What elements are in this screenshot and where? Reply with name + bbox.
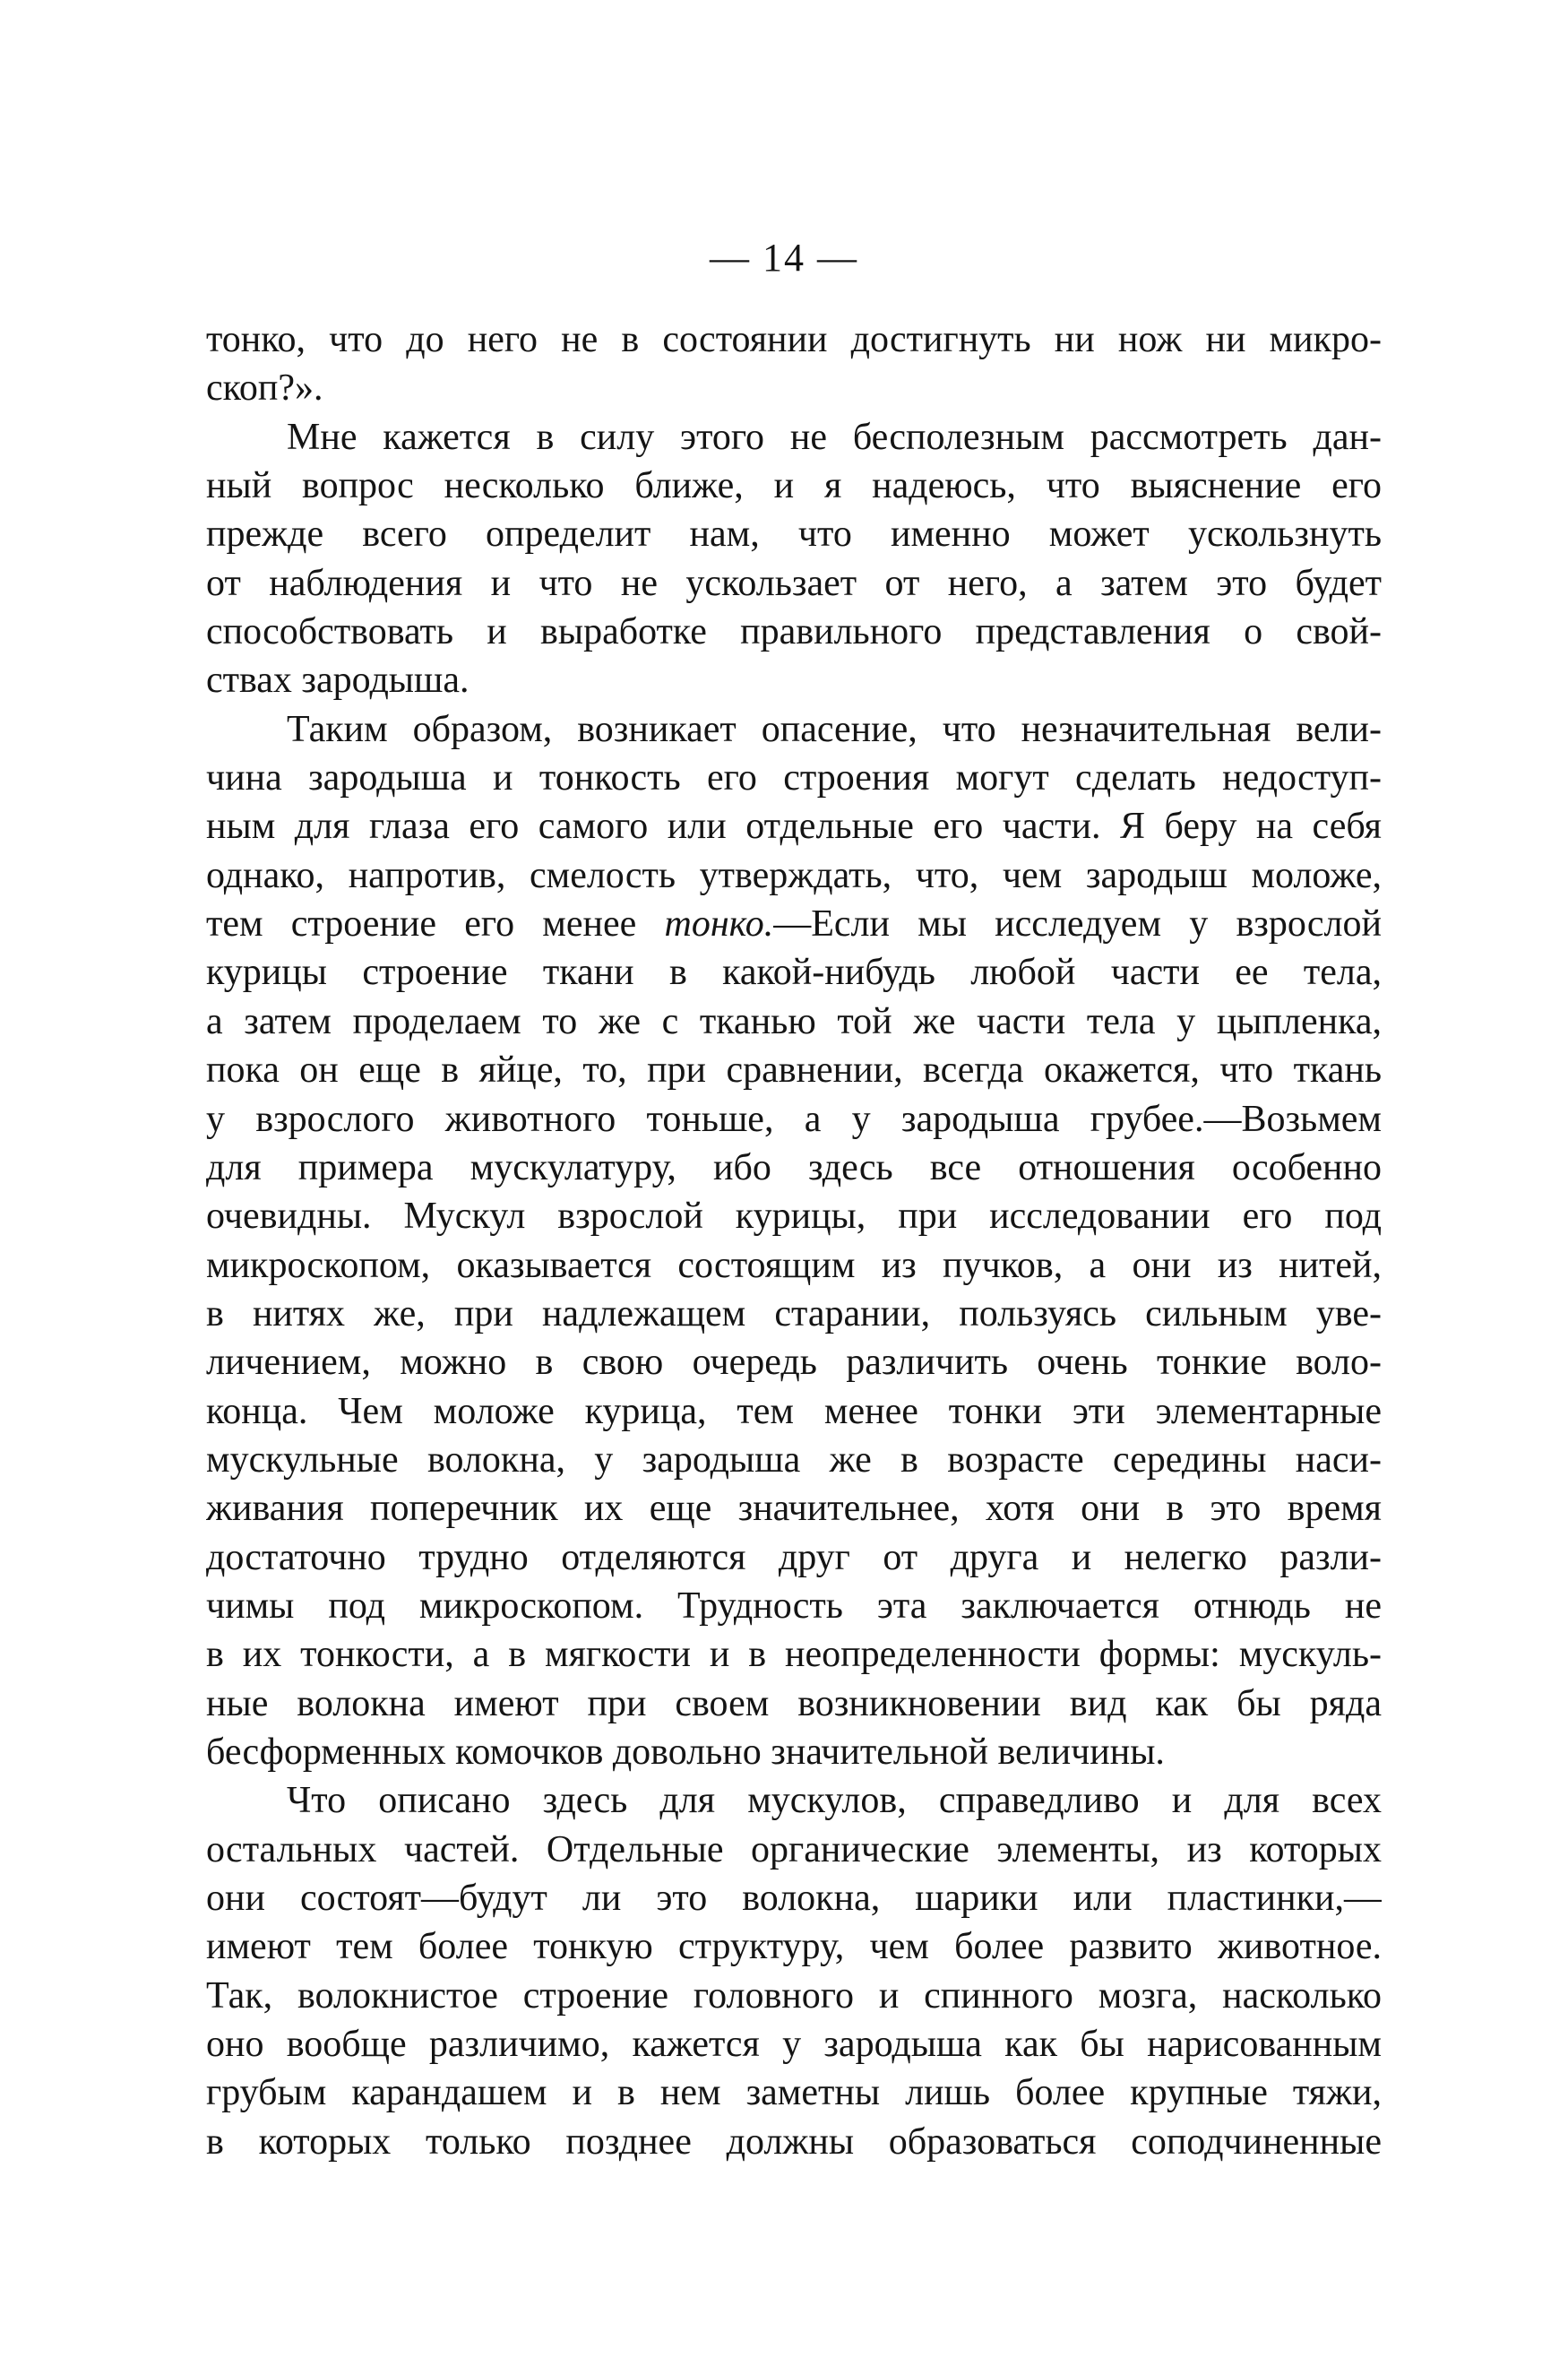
text-line: в нитях же, при надлежащем старании, пользуясь сильным уве-: [206, 1292, 1382, 1334]
text-line: от наблюдения и что не ускользает от него, а затем это будет: [206, 562, 1382, 604]
body-text: [206, 315, 1382, 2166]
text-line: они состоят—будут ли это волокна, шарики или пластинки,—: [206, 1878, 1382, 1919]
text-line: очевидны. Мускул взрослой курицы, при исследовании его под: [206, 1196, 1382, 1238]
text-line: грубым карандашем и в нем заметны лишь более крупные тяжи,: [206, 2072, 1382, 2114]
text-line: ный вопрос несколько ближе, и я надеюсь, что выяснение его: [206, 465, 1382, 507]
text-line: ные волокна имеют при своем возникновении вид как бы ряда: [206, 1682, 1382, 1724]
text-line: скоп?».: [206, 367, 323, 410]
text-line: личением, можно в свою очередь различить очень тонкие воло-: [206, 1342, 1382, 1384]
text-line: у взрослого животного тоньше, а у зародыша грубее.—Возьмем: [206, 1098, 1382, 1140]
text-line: ным для глаза его самого или отдельные его части. Я беру на себя: [206, 806, 1382, 848]
text-line: Что описано здесь для мускулов, справедливо и для всех: [287, 1780, 1382, 1822]
text-line: имеют тем более тонкую структуру, чем более развито животное.: [206, 1926, 1382, 1968]
text-line: Таким образом, возникает опасение, что незначительная вели-: [287, 708, 1382, 750]
text-line: микроскопом, оказывается состоящим из пучков, а они из нитей,: [206, 1244, 1382, 1286]
text-segment: —Если мы исследуем у взрослой: [773, 903, 1382, 946]
text-line: способствовать и выработке правильного представления о свой-: [206, 611, 1382, 653]
text-line: прежде всего определит нам, что именно может ускользнуть: [206, 514, 1382, 556]
text-line: Мне кажется в силу этого не бесполезным рассмотреть дан-: [287, 416, 1382, 458]
text-line: чимы под микроскопом. Трудность эта заключается отнюдь не: [206, 1585, 1382, 1627]
text-line: живания поперечник их еще значительнее, хотя они в это время: [206, 1488, 1382, 1530]
text-line: курицы строение ткани в какой-нибудь любой части ее тела,: [206, 952, 1382, 994]
text-line: [206, 900, 1382, 948]
text-line: достаточно трудно отделяются друг от друга и нелегко разли-: [206, 1536, 1382, 1578]
text-line: чина зародыша и тонкость его строения могут сделать недоступ-: [206, 757, 1382, 799]
text-line: в их тонкости, а в мягкости и в неопределенности формы: мускуль-: [206, 1634, 1382, 1676]
text-line: оно вообще различимо, кажется у зародыша как бы нарисованным: [206, 2024, 1382, 2066]
text-line: тонко, что до него не в состоянии достигнуть ни нож ни микро-: [206, 319, 1382, 360]
text-line: в которых только позднее должны образоваться соподчиненные: [206, 2120, 1382, 2163]
text-line: остальных частей. Отдельные органические элементы, из которых: [206, 1828, 1382, 1870]
text-line: для примера мускулатуру, ибо здесь все отношения особенно: [206, 1146, 1382, 1188]
text-line: а затем проделаем то же с тканью той же части тела у цыпленка,: [206, 1000, 1382, 1042]
text-line: Так, волокнистое строение головного и спинного мозга, насколько: [206, 1974, 1382, 2017]
text-line: ствах зародыша.: [206, 660, 470, 702]
emphasized-word: тонко.: [664, 903, 774, 946]
text-line: однако, напротив, смелость утверждать, что, чем зародыш моложе,: [206, 854, 1382, 896]
text-line: бесформенных комочков довольно значительной величины.: [206, 1731, 1165, 1773]
text-line: конца. Чем моложе курица, тем менее тонки эти элементарные: [206, 1390, 1382, 1432]
text-segment: тем строение его менее: [206, 903, 665, 946]
page-number: — 14 —: [710, 236, 858, 280]
text-line: пока он еще в яйце, то, при сравнении, всегда окажется, что ткань: [206, 1049, 1382, 1092]
text-line: мускульные волокна, у зародыша же в возрасте середины наси-: [206, 1438, 1382, 1481]
